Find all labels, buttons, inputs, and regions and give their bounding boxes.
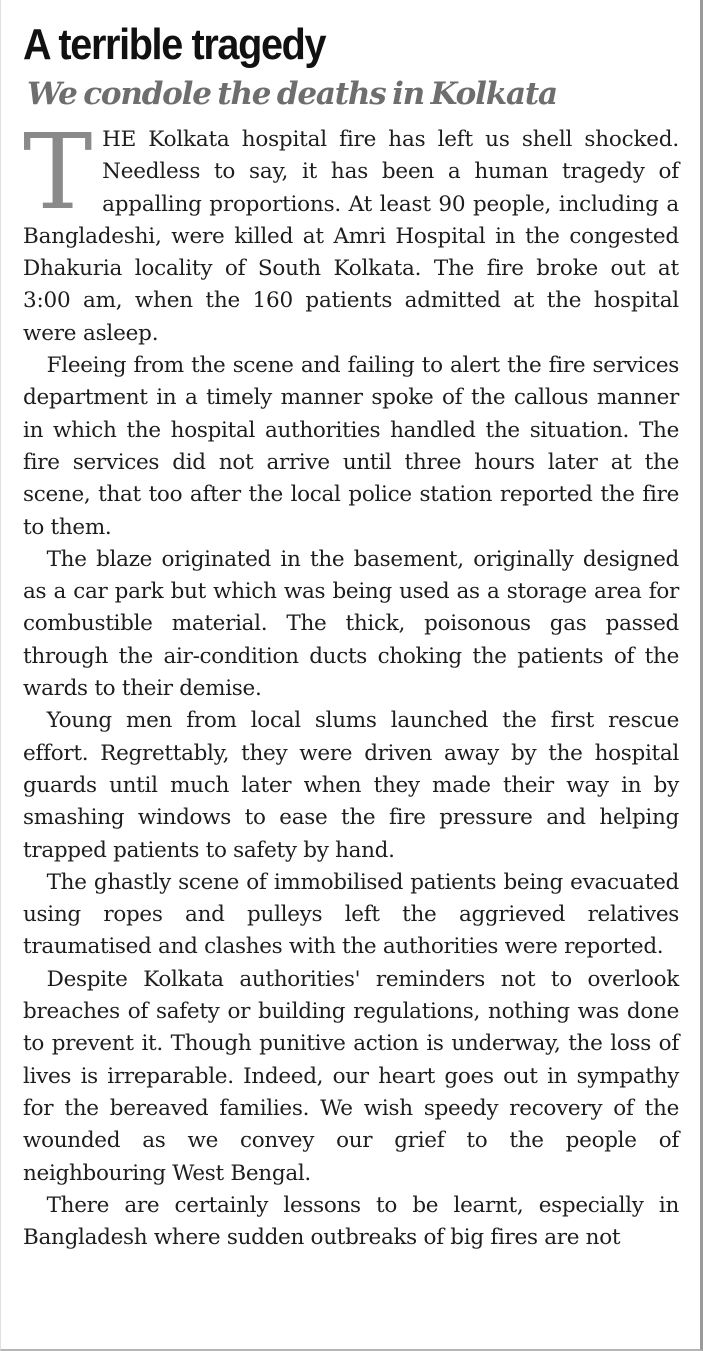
paragraph-3: The blaze originated in the basement, originally designed as a car park but which was being used as a storage area for combustible material. The thick, poisonous gas passed through the air-condition ducts choking the patients of the wards to their demise. (23, 546, 679, 702)
paragraph-1-text: HE Kolkata hospital fire has left us shell shocked. Needless to say, it has been a human tragedy of appalling proportions. At least 90 people, including a Bangladeshi, were killed at Amri Hospital in the congested Dhakuria locality of South Kolkata. The fire broke out at 3:00 am, when the 160 patients admitted at the hospital were asleep. (23, 127, 679, 346)
paragraph-7: There are certainly lessons to be learnt, especially in Bangladesh where sudden outbreaks of big fires are not (23, 1192, 679, 1251)
article-body (23, 111, 679, 1254)
paragraph-1 (23, 111, 679, 350)
paragraph-6: Despite Kolkata authorities' reminders not to overlook breaches of safety or building regulations, nothing was done to prevent it. Though punitive action is underway, the loss of lives is irreparable. Indeed, our heart goes out in sympathy for the bereaved families. We wish speedy recovery of the wounded as we convey our grief to the people of neighbouring West Bengal. (23, 966, 679, 1186)
paragraph-5: The ghastly scene of immobilised patients being evacuated using ropes and pulleys left the aggrieved relatives traumatised and clashes with the authorities were reported. (23, 869, 679, 960)
paragraph-2: Fleeing from the scene and failing to alert the fire services department in a timely manner spoke of the callous manner in which the hospital authorities handled the situation. The fire services did not arrive until three hours later at the scene, that too after the local police station reported the fire to them. (23, 353, 679, 540)
headline: A terrible tragedy (23, 20, 326, 69)
editorial-article (23, 18, 679, 1254)
subheadline: We condole the deaths in Kolkata (27, 76, 557, 112)
drop-cap: T (23, 111, 93, 233)
paragraph-4: Young men from local slums launched the first rescue effort. Regrettably, they were driven away by the hospital guards until much later when they made their way in by smashing windows to ease the fire pressure and helping trapped patients to safety by hand. (23, 708, 679, 863)
